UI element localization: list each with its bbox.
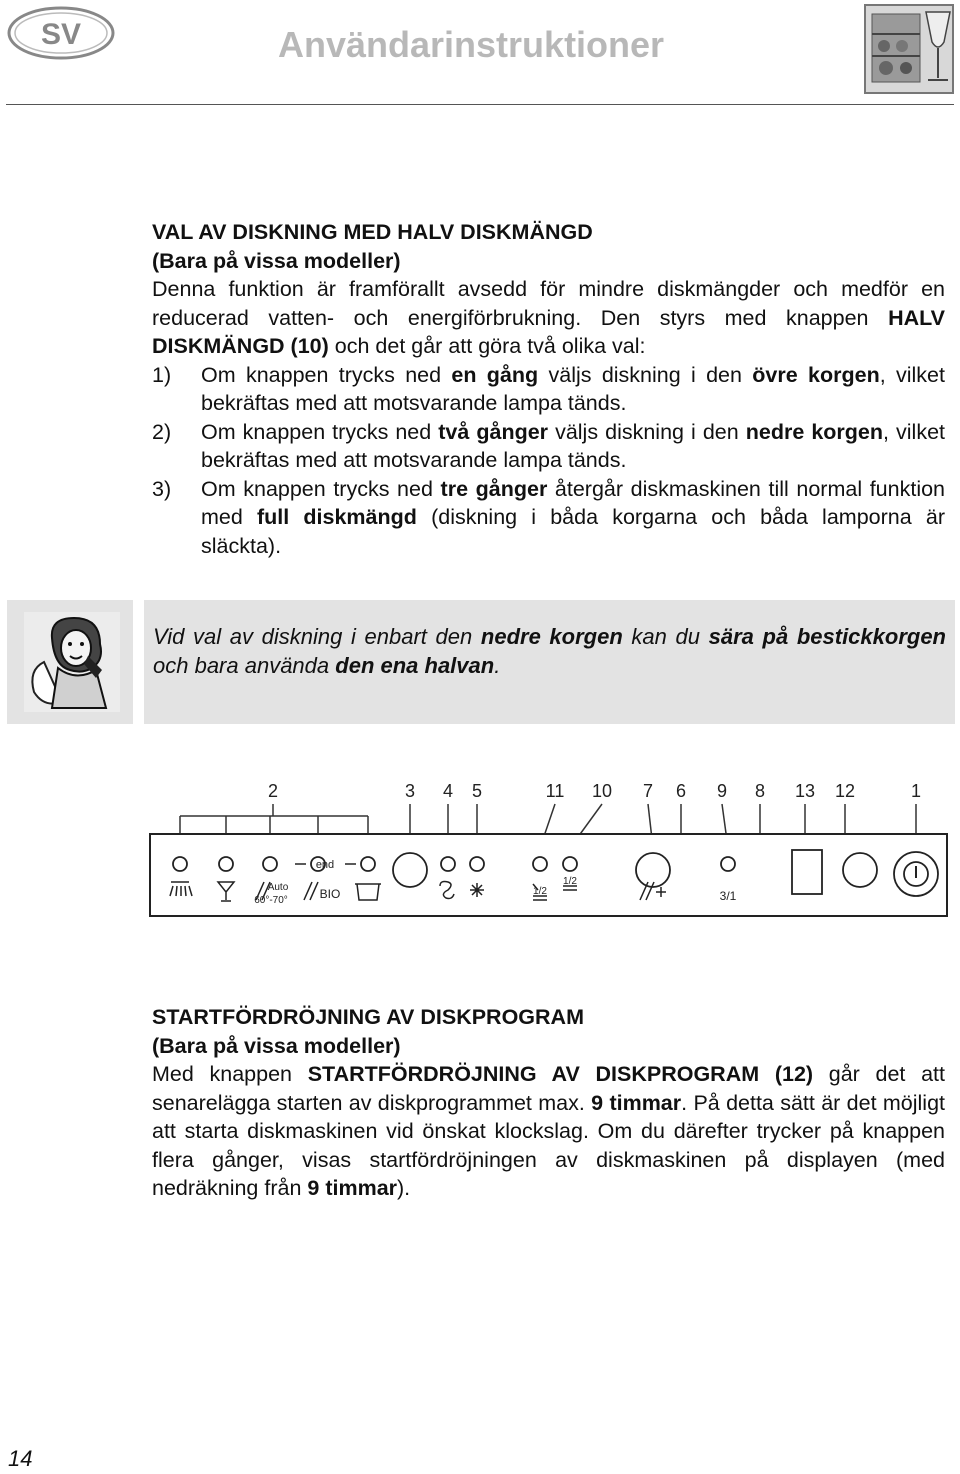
note-box-divider bbox=[133, 600, 144, 724]
control-panel-diagram bbox=[140, 770, 955, 930]
list-item bbox=[152, 361, 945, 418]
callout-label: 12 bbox=[834, 781, 856, 801]
section-title: VAL AV DISKNING MED HALV DISKMÄNGD bbox=[152, 220, 593, 244]
auto-temp-label: 60°-70° bbox=[254, 895, 288, 906]
bio-label: BIO bbox=[319, 887, 341, 901]
text: går det att senarelägga starten av diskprogrammet max. bbox=[152, 1062, 945, 1115]
callout-label: 8 bbox=[754, 781, 766, 801]
list-number: 2) bbox=[152, 419, 172, 444]
sv-badge-text: SV bbox=[40, 18, 82, 51]
callout-label: 6 bbox=[675, 781, 687, 801]
section-intro bbox=[152, 275, 945, 361]
page-title: Användarinstruktioner bbox=[278, 24, 665, 65]
text: Om knappen trycks ned bbox=[201, 476, 441, 501]
half-label: 1/2 bbox=[533, 886, 547, 897]
half-label: 1/2 bbox=[563, 876, 577, 887]
sv-language-badge bbox=[6, 4, 116, 62]
bold-text: HALV DISKMÄNGD (10) bbox=[152, 305, 945, 358]
callout-label: 5 bbox=[471, 781, 483, 801]
text: , vilket bekräftas med att motsvarande lampa tänds. bbox=[201, 362, 945, 415]
star-icon bbox=[470, 883, 484, 897]
callout-label: 7 bbox=[642, 781, 654, 801]
list-number: 3) bbox=[152, 476, 172, 501]
text: . bbox=[494, 653, 501, 678]
auto-label: Auto bbox=[267, 882, 289, 893]
text: . På detta sätt är det möjligt att starta diskmaskinen vid önskat klockslag. Om du därefter trycker på knappen flera gånger, visas startfördröjningen av diskmaskinen på displayen (med nedräkning från bbox=[152, 1090, 945, 1200]
text: , vilket bekräftas med att motsvarande lampa tänds. bbox=[201, 419, 946, 472]
note-text bbox=[153, 622, 946, 680]
options-list bbox=[152, 361, 945, 561]
page-number: 14 bbox=[8, 1446, 33, 1471]
bold-text: 9 timmar bbox=[591, 1090, 682, 1115]
section-title: STARTFÖRDRÖJNING AV DISKPROGRAM bbox=[152, 1005, 584, 1029]
bold-text: en gång bbox=[451, 362, 539, 387]
callout-label: 10 bbox=[591, 781, 613, 801]
callout-label: 13 bbox=[794, 781, 816, 801]
callout-label: 1 bbox=[910, 781, 922, 801]
section-subtitle: (Bara på vissa modeller) bbox=[152, 248, 401, 273]
bold-text: sära på bestickkorgen bbox=[708, 624, 946, 649]
section-subtitle: (Bara på vissa modeller) bbox=[152, 1033, 401, 1058]
bold-text: 9 timmar bbox=[307, 1176, 398, 1200]
text: Med knappen bbox=[152, 1062, 308, 1086]
text: och det går att göra två olika val: bbox=[328, 334, 646, 358]
text: Om knappen trycks ned bbox=[201, 419, 439, 444]
callout-label: 2 bbox=[267, 781, 279, 801]
bold-text: tre gånger bbox=[440, 476, 548, 501]
list-item bbox=[152, 475, 945, 561]
list-number: 1) bbox=[152, 362, 172, 387]
dishwasher-glass-icon bbox=[864, 4, 954, 94]
bold-text: övre korgen bbox=[752, 362, 880, 387]
text: ). bbox=[397, 1176, 411, 1200]
callout-label: 3 bbox=[404, 781, 416, 801]
text: Vid val av diskning i enbart den bbox=[153, 624, 481, 649]
text: kan du bbox=[622, 624, 709, 649]
text: och bara använda bbox=[153, 653, 336, 678]
text: (diskning i båda korgarna och båda lamporna är släckta). bbox=[201, 505, 945, 558]
text: återgår diskmaskinen till normal funktion med bbox=[201, 476, 946, 529]
bold-text: nedre korgen bbox=[745, 419, 884, 444]
bold-text: två gånger bbox=[438, 419, 549, 444]
text: Denna funktion är framförallt avsedd för mindre diskmängder och medför en reducerad vatten- och energiförbrukning. Den styrs med knappen bbox=[152, 277, 945, 330]
bold-text: STARTFÖRDRÖJNING AV DISKPROGRAM (12) bbox=[307, 1062, 814, 1086]
woman-on-phone-icon bbox=[22, 610, 122, 714]
callout-label: 11 bbox=[545, 781, 565, 801]
bold-text: nedre korgen bbox=[480, 624, 623, 649]
section-body bbox=[152, 1060, 945, 1203]
delay-start-section bbox=[152, 1003, 945, 1203]
list-item bbox=[152, 418, 945, 475]
callout-label: 9 bbox=[716, 781, 728, 801]
bold-text: den ena halvan bbox=[335, 653, 495, 678]
header-divider bbox=[6, 104, 954, 105]
text: väljs diskning i den bbox=[538, 362, 753, 387]
callout-label: 4 bbox=[442, 781, 454, 801]
half-load-section bbox=[152, 218, 945, 560]
end-label: end bbox=[315, 859, 335, 871]
bold-text: full diskmängd bbox=[257, 505, 417, 529]
text: väljs diskning i den bbox=[548, 419, 746, 444]
text: Om knappen trycks ned bbox=[201, 362, 452, 387]
three-one-label: 3/1 bbox=[719, 889, 737, 903]
